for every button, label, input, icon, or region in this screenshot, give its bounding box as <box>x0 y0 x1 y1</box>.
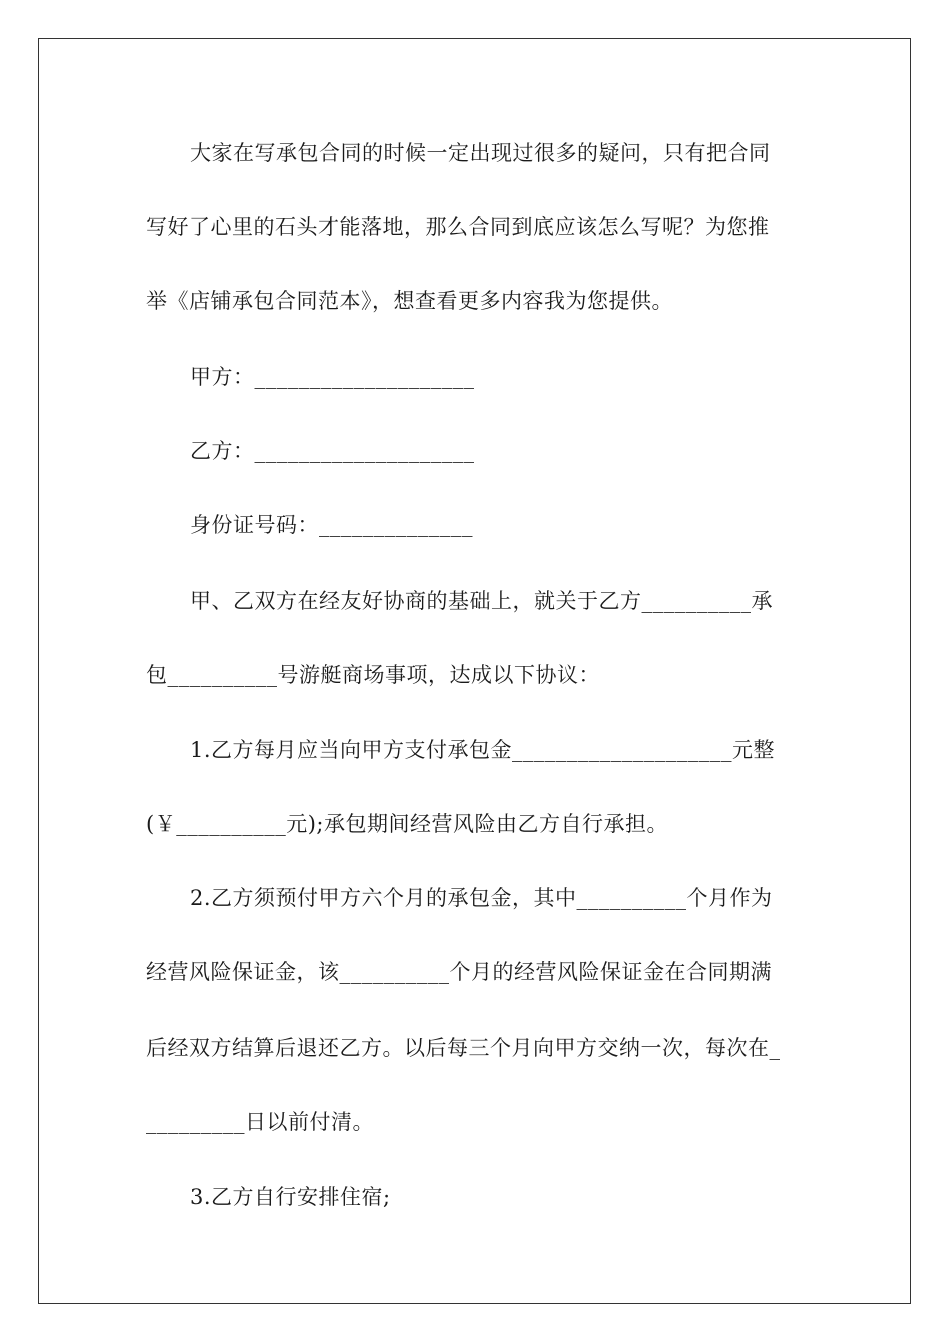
clause-2-line-2: 经营风险保证金，该__________个月的经营风险保证金在合同期满 <box>146 960 772 984</box>
party-a-field: 甲方：____________________ <box>190 365 475 389</box>
clause-2-line-4: _________日以前付清。 <box>146 1110 374 1134</box>
clause-2-line-1: 2.乙方须预付甲方六个月的承包金，其中__________个月作为 <box>190 886 773 910</box>
clause-3-line-1: 3.乙方自行安排住宿; <box>190 1185 391 1209</box>
intro-line-2: 写好了心里的石头才能落地，那么合同到底应该怎么写呢？为您推 <box>146 215 770 239</box>
intro-line-3: 举《店铺承包合同范本》，想查看更多内容我为您提供。 <box>146 289 673 313</box>
intro-line-1: 大家在写承包合同的时候一定出现过很多的疑问，只有把合同 <box>190 141 771 165</box>
clause-1-line-1: 1.乙方每月应当向甲方支付承包金____________________元整 <box>190 738 776 762</box>
party-b-field: 乙方：____________________ <box>190 439 475 463</box>
id-number-field: 身份证号码：______________ <box>190 513 473 537</box>
agreement-line-2: 包__________号游艇商场事项，达成以下协议： <box>146 663 600 687</box>
clause-2-line-3: 后经双方结算后退还乙方。以后每三个月向甲方交纳一次，每次在_ <box>146 1036 781 1060</box>
clause-1-line-2: (￥__________元);承包期间经营风险由乙方自行承担。 <box>146 812 668 836</box>
agreement-line-1: 甲、乙双方在经友好协商的基础上，就关于乙方__________承 <box>190 589 773 613</box>
